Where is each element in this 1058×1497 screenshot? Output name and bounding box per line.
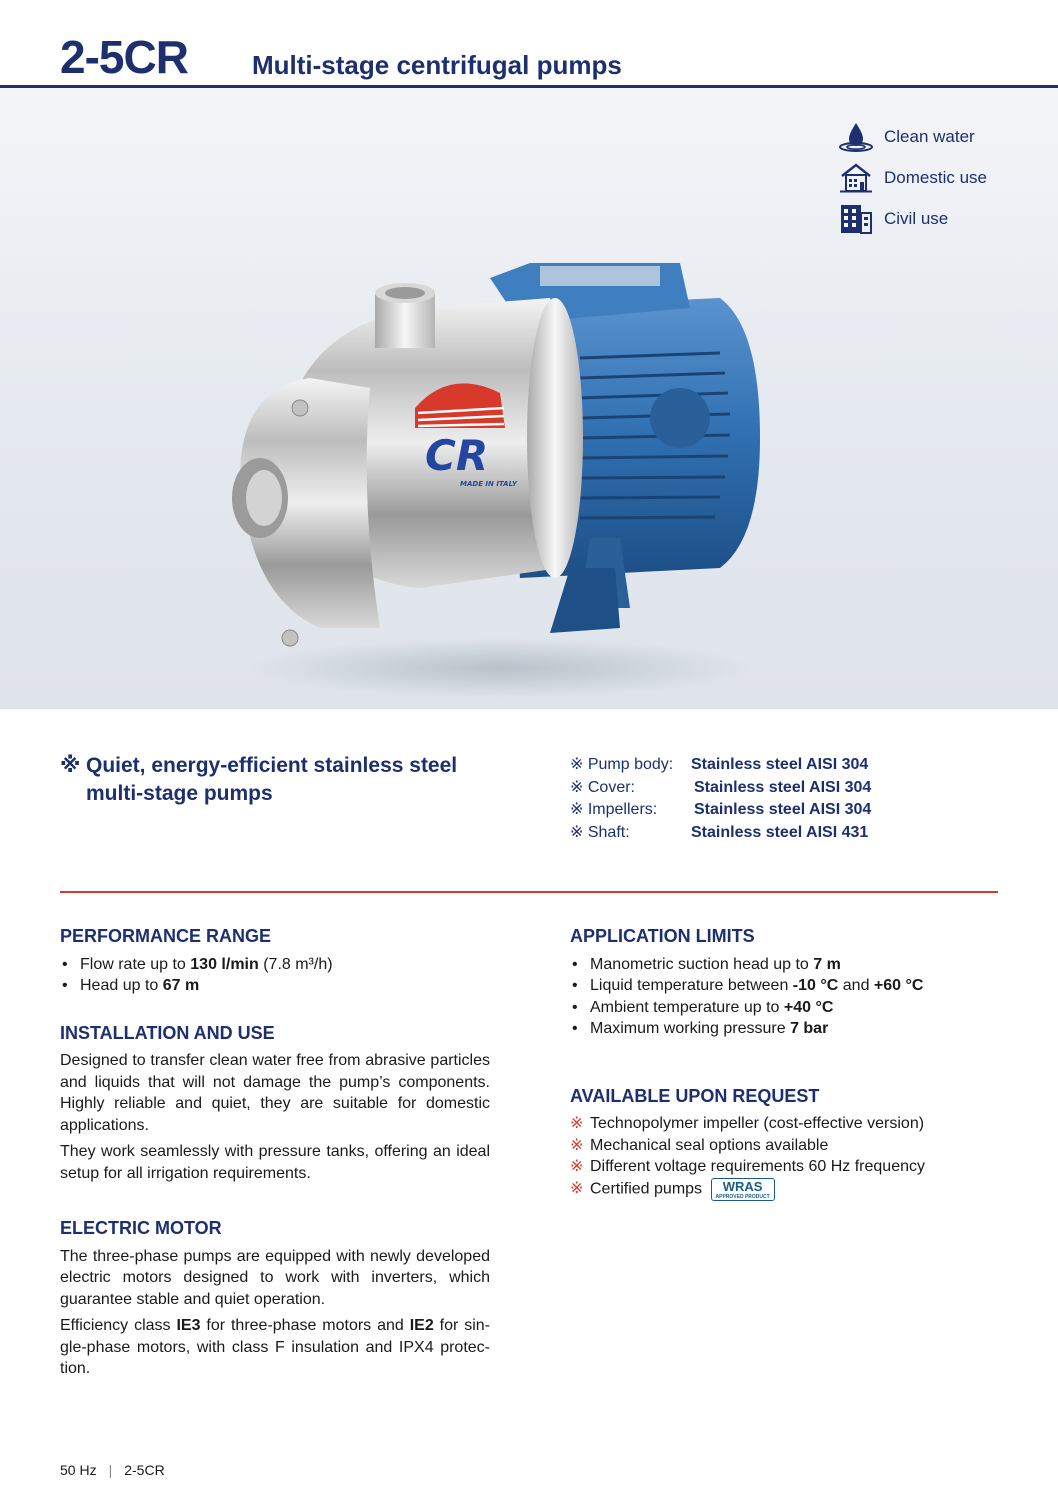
material-value: Stainless steel AISI 304 bbox=[694, 778, 872, 796]
material-row bbox=[570, 777, 871, 800]
reference-mark-icon: ※ bbox=[570, 823, 584, 841]
use-domestic bbox=[838, 157, 988, 198]
use-label: Domestic use bbox=[884, 167, 987, 187]
item-value: 67 m bbox=[162, 977, 200, 994]
paragraph: Designed to transfer clean water free from abrasive particles and liquids that will not damage the pump’s components. Highly reliable and quiet, they are suitable for domestic applications. bbox=[60, 1052, 490, 1134]
item-text: (7.8 m³/h) bbox=[258, 955, 333, 973]
page-header bbox=[0, 0, 1058, 88]
list-item bbox=[60, 954, 490, 976]
motor-section bbox=[60, 1218, 490, 1380]
material-label: Cover: bbox=[587, 778, 635, 796]
reference-mark-icon: ※ bbox=[570, 778, 584, 796]
reference-mark-icon: ※ bbox=[570, 756, 584, 773]
building-icon bbox=[838, 203, 874, 235]
limits-section bbox=[570, 926, 1000, 1040]
material-label: Pump body: bbox=[587, 756, 674, 773]
material-value: Stainless steel AISI 304 bbox=[691, 756, 869, 773]
material-value: Stainless steel AISI 304 bbox=[694, 801, 872, 818]
request-section bbox=[570, 1086, 1000, 1201]
right-column bbox=[570, 926, 1000, 1223]
performance-section bbox=[60, 926, 490, 997]
use-civil bbox=[838, 198, 988, 239]
intro-heading bbox=[60, 752, 520, 808]
section-divider bbox=[60, 891, 998, 893]
list-item: • Maximum working pressure 7 bar bbox=[570, 1018, 1000, 1040]
paragraph: They work seamlessly with pressure tanks, offering an ideal setup for all irrigation requirements. bbox=[60, 1143, 490, 1182]
performance-list bbox=[60, 954, 490, 997]
list-item: ※ Mechanical seal options available bbox=[570, 1135, 1000, 1157]
list-item: • Ambient temperature up to +40 °C bbox=[570, 997, 1000, 1019]
page-subtitle: Multi-stage centrifugal pumps bbox=[252, 50, 622, 80]
request-list bbox=[570, 1113, 1000, 1201]
material-row bbox=[570, 799, 871, 822]
use-list bbox=[838, 116, 988, 239]
material-label: Shaft: bbox=[587, 823, 630, 841]
material-row bbox=[570, 822, 871, 845]
list-item: • Manometric suction head up to 7 m bbox=[570, 954, 1000, 976]
use-clean-water bbox=[838, 116, 988, 157]
left-column bbox=[60, 926, 490, 1402]
section-title: ELECTRIC MOTOR bbox=[60, 1218, 222, 1238]
materials-list bbox=[570, 754, 871, 844]
use-label: Civil use bbox=[884, 208, 949, 228]
list-item bbox=[60, 975, 490, 997]
material-value: Stainless steel AISI 431 bbox=[691, 823, 869, 841]
section-title: AVAILABLE UPON REQUEST bbox=[570, 1085, 820, 1106]
material-label: Impellers: bbox=[587, 801, 658, 818]
footer-separator: | bbox=[108, 1462, 113, 1478]
material-row bbox=[570, 754, 871, 777]
model-title: 2-5CR bbox=[60, 31, 188, 83]
list-item: • Liquid temperature between -10 °C and +60 °C bbox=[570, 975, 1000, 997]
paragraph: The three-phase pumps are equipped with newly developed electric motors designed to work with inverters, which guarantee stable and quiet operation. bbox=[60, 1247, 490, 1308]
wras-badge-icon: WRAS APPROVED PRODUCT bbox=[711, 1178, 775, 1201]
pump-illustration bbox=[220, 238, 780, 708]
list-item: ※ Certified pumps WRAS APPROVED PRODUCT bbox=[570, 1178, 1000, 1201]
made-in-italy-label: MADE IN ITALY bbox=[460, 480, 518, 488]
list-item: ※ Technopolymer impeller (cost-effective version) bbox=[570, 1113, 1000, 1135]
section-title: INSTALLATION AND USE bbox=[60, 1022, 275, 1043]
list-item: ※ Different voltage requirements 60 Hz frequency bbox=[570, 1156, 1000, 1178]
section-title: APPLICATION LIMITS bbox=[570, 926, 755, 946]
reference-mark-icon: ※ bbox=[570, 801, 584, 818]
hero-image-area bbox=[0, 88, 1058, 709]
pump-brand-logo: CR bbox=[425, 431, 489, 480]
installation-section bbox=[60, 1023, 490, 1185]
use-label: Clean water bbox=[884, 126, 975, 146]
water-drop-icon bbox=[838, 121, 874, 153]
section-title: PERFORMANCE RANGE bbox=[60, 926, 272, 946]
item-value: 130 l/min bbox=[190, 955, 259, 973]
limits-list bbox=[570, 954, 1000, 1040]
item-text: Flow rate up to bbox=[80, 955, 191, 973]
intro-line-2: multi-stage pumps bbox=[86, 782, 273, 805]
footer-frequency: 50 Hz bbox=[60, 1462, 97, 1478]
page-footer bbox=[60, 1462, 165, 1478]
paragraph: Efficiency class IE3 for three-phase motors and IE2 for single-phase motors, with class F insulation and IPX4 protection. bbox=[60, 1317, 490, 1377]
house-icon bbox=[838, 162, 874, 194]
item-text: Head up to bbox=[80, 977, 163, 994]
reference-mark-icon: ※ bbox=[60, 754, 81, 777]
footer-model: 2-5CR bbox=[124, 1462, 165, 1478]
intro-line-1: Quiet, energy-efficient stainless steel bbox=[86, 754, 458, 777]
